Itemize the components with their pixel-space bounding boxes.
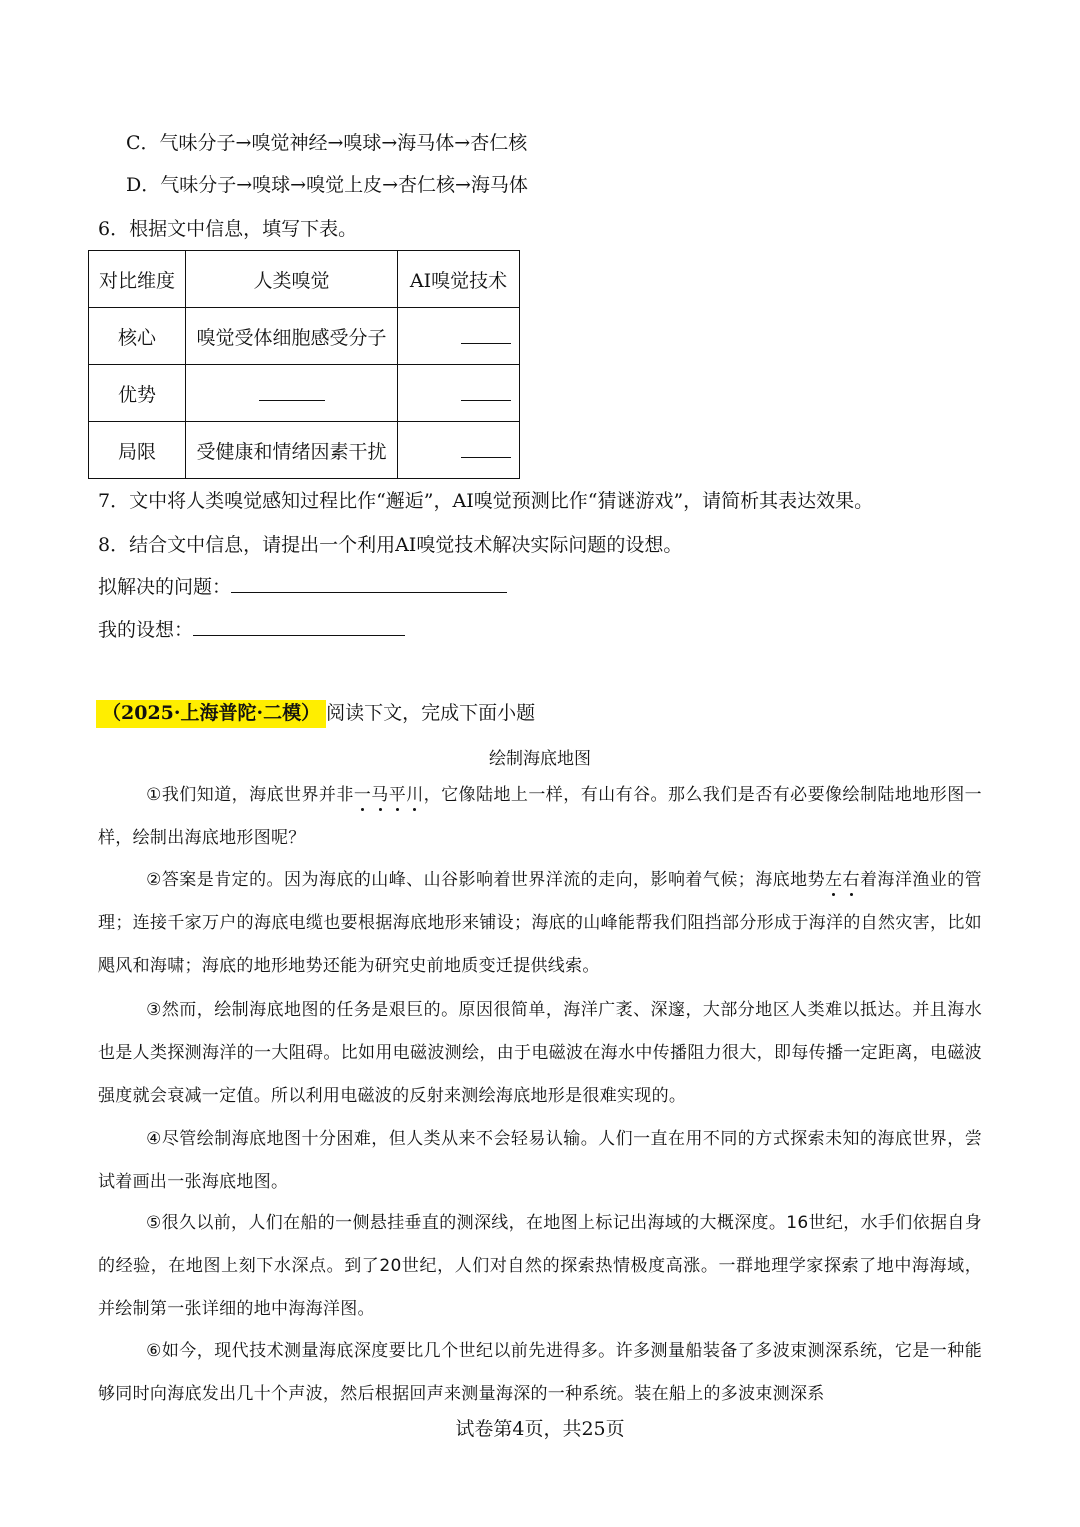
table-cell-dimension: 优势 — [89, 365, 186, 422]
problem-label: 拟解决的问题： — [98, 576, 232, 598]
answer-blank[interactable] — [461, 437, 511, 458]
answer-blank[interactable] — [461, 380, 511, 401]
dotted-char: 右 — [842, 870, 860, 890]
passage-paragraph-5 — [98, 1202, 982, 1331]
p6-text: ⑥如今，现代技术测量海底深度要比几个世纪以前先进得多。许多测量船装备了多波束测深系统，它是一种能够同时向海底发出几十个声波，然后根据回声来测量海深的一种系统。装在船上的多波束测深系 — [98, 1341, 982, 1404]
question-7: 7．文中将人类嗅觉感知过程比作“邂逅”，AI嗅觉预测比作“猜谜游戏”，请简析其表达效果。 — [98, 490, 874, 512]
table-cell-dimension: 局限 — [89, 422, 186, 479]
question-8-problem — [98, 574, 507, 600]
question-8-prompt: 8．结合文中信息，请提出一个利用AI嗅觉技术解决实际问题的设想。 — [98, 534, 683, 556]
answer-blank[interactable] — [259, 380, 325, 401]
table-header-ai: AI嗅觉技术 — [398, 251, 520, 308]
p5-text: ⑤很久以前，人们在船的一侧悬挂垂直的测深线，在地图上标记出海域的大概深度。16世纪，水手们依据自身的经验，在地图上刻下水深点。到了20世纪，人们对自然的探索热情极度高涨。一群地理学家探索了地中海海域，并绘制第一张详细的地中海海洋图。 — [98, 1213, 982, 1319]
option-c: C．气味分子→嗅觉神经→嗅球→海马体→杏仁核 — [126, 132, 528, 154]
dotted-char: 一 — [353, 785, 372, 805]
p1-text-a: ①我们知道，海底世界并非 — [146, 785, 354, 805]
question-6-prompt: 6．根据文中信息，填写下表。 — [98, 218, 358, 240]
passage-paragraph-6 — [98, 1330, 982, 1416]
answer-blank[interactable] — [461, 323, 511, 344]
passage-paragraph-4 — [98, 1118, 982, 1204]
dotted-char: 川 — [406, 785, 424, 805]
problem-answer-blank[interactable] — [231, 574, 507, 593]
table-cell-ai[interactable] — [398, 422, 520, 479]
p3-text: ③然而，绘制海底地图的任务是艰巨的。原因很简单，海洋广袤、深邃，大部分地区人类难以抵达。并且海水也是人类探测海洋的一大阻碍。比如用电磁波测绘，由于电磁波在海水中传播阻力很大，即每传播一定距离，电磁波强度就会衰减一定值。所以利用电磁波的反射来测绘海底地形是很难实现的。 — [98, 1000, 982, 1106]
section-header — [96, 700, 535, 726]
table-row — [89, 251, 520, 308]
table-header-human: 人类嗅觉 — [186, 251, 398, 308]
section-instruction: 阅读下文，完成下面小题 — [326, 702, 536, 724]
table-cell-ai[interactable] — [398, 308, 520, 365]
table-cell-human: 嗅觉受体细胞感受分子 — [186, 308, 398, 365]
p1-dotted-phrase — [354, 785, 424, 805]
table-row — [89, 308, 520, 365]
p4-text: ④尽管绘制海底地图十分困难，但人类从来不会轻易认输。人们一直在用不同的方式探索未知的海底世界，尝试着画出一张海底地图。 — [98, 1129, 982, 1192]
table-cell-dimension: 核心 — [89, 308, 186, 365]
table-row — [89, 422, 520, 479]
idea-label: 我的设想： — [98, 619, 194, 641]
table-cell-human[interactable] — [186, 365, 398, 422]
source-tag: （2025·上海普陀·二模） — [96, 700, 326, 728]
question-8-idea — [98, 617, 405, 643]
p2-dotted-phrase — [825, 870, 860, 890]
table-row — [89, 365, 520, 422]
page-footer: 试卷第4页，共25页 — [455, 1418, 625, 1440]
passage-paragraph-1 — [98, 774, 982, 860]
dotted-char: 马 — [371, 785, 389, 805]
p1-text-b: ，它像陆地上一样，有山有谷。那么我们是否有必要像绘制陆地地形图一样，绘制出海底地形图呢？ — [98, 785, 982, 848]
table-cell-ai[interactable] — [398, 365, 520, 422]
p2-text-a: ②答案是肯定的。因为海底的山峰、山谷影响着世界洋流的走向，影响着气候；海底地势 — [146, 870, 826, 890]
table-cell-human: 受健康和情绪因素干扰 — [186, 422, 398, 479]
dotted-char: 平 — [388, 785, 407, 805]
passage-paragraph-3 — [98, 989, 982, 1118]
passage-paragraph-2 — [98, 859, 982, 988]
table-header-dimension: 对比维度 — [89, 251, 186, 308]
p2-text-b: 着海洋渔业的管理；连接千家万户的海底电缆也要根据海底地形来铺设；海底的山峰能帮我们阻挡部分形成于海洋的自然灾害，比如飓风和海啸；海底的地形地势还能为研究史前地质变迁提供线索。 — [98, 870, 982, 976]
option-d: D．气味分子→嗅球→嗅觉上皮→杏仁核→海马体 — [126, 174, 528, 196]
idea-answer-blank[interactable] — [193, 617, 405, 636]
comparison-table — [88, 250, 520, 479]
dotted-char: 左 — [825, 870, 843, 890]
passage-title: 绘制海底地图 — [489, 749, 591, 769]
